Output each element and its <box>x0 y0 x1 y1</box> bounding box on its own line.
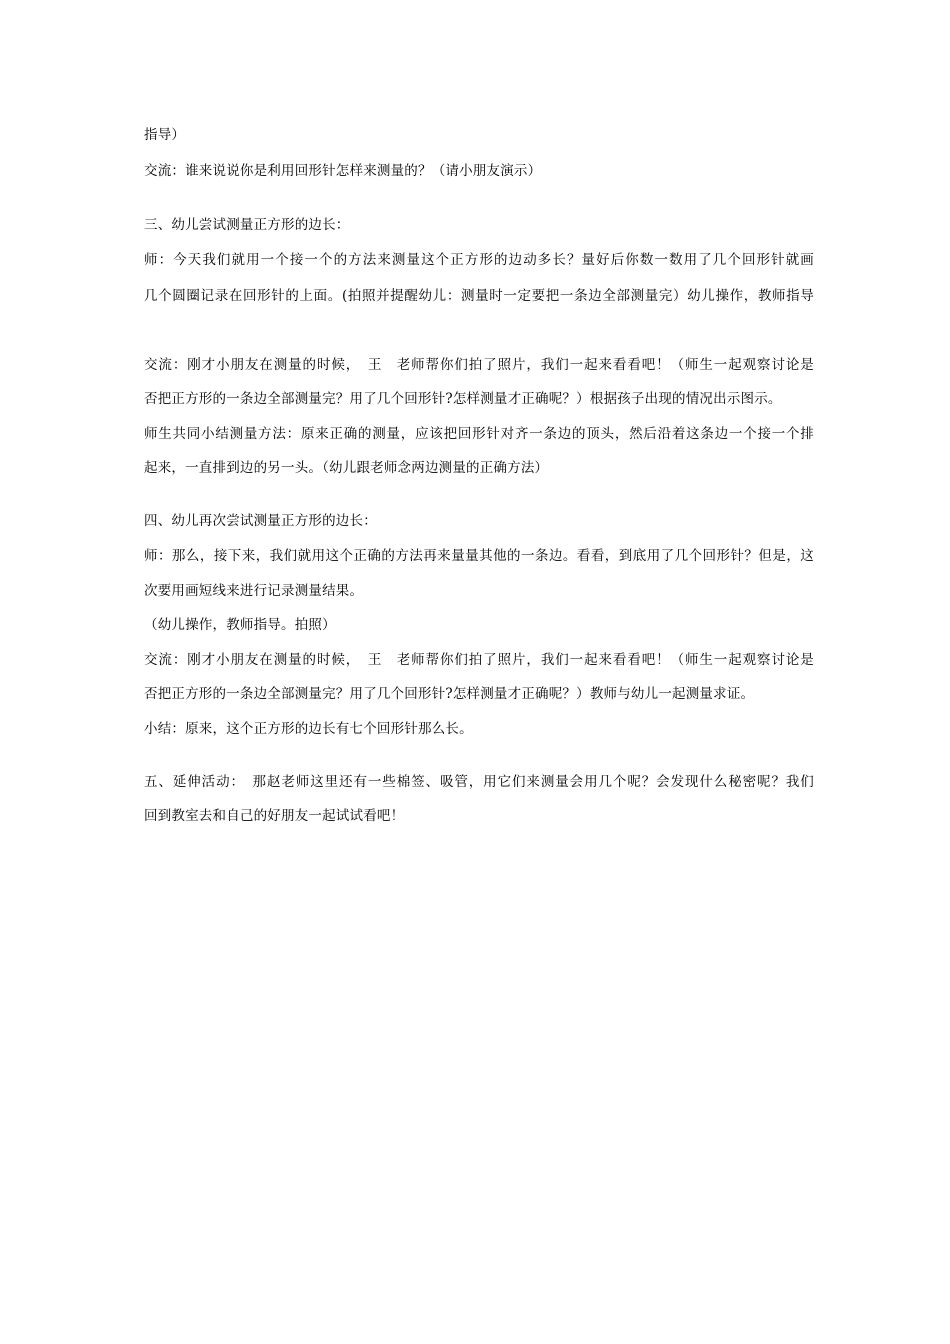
text-line-12: 次要用画短线来进行记录测量结果。 <box>144 583 364 599</box>
text-line-15: 否把正方形的一条边全部测量完？用了几个回形针?怎样测量才正确呢？）教师与幼儿一起测量求证。 <box>144 686 755 702</box>
text-line-7: 否把正方形的一条边全部测量完？用了几个回形针?怎样测量才正确呢？）根据孩子出现的情况出示图示。 <box>144 391 782 407</box>
text-line-13: （幼儿操作，教师指导。拍照） <box>144 617 336 633</box>
text-line-18: 回到教室去和自己的好朋友一起试试看吧！ <box>144 808 405 824</box>
section-heading-3: 三、幼儿尝试测量正方形的边长： <box>144 217 350 233</box>
section-heading-4: 四、幼儿再次尝试测量正方形的边长： <box>144 513 377 529</box>
text-line-11: 师：那么，接下来，我们就用这个正确的方法再来量量其他的一条边。看看，到底用了几个回形针？但是，这 <box>144 548 814 564</box>
text-line-5: 几个圆圈记录在回形针的上面。(拍照并提醒幼儿：测量时一定要把一条边全部测量完）幼儿操作，教师指导 <box>144 288 814 304</box>
text-line-6: 交流：刚才小朋友在测量的时候， 王 老师帮你们拍了照片，我们一起来看看吧！（师生一起观察讨论是 <box>144 357 814 373</box>
text-line-4: 师：今天我们就用一个接一个的方法来测量这个正方形的边动多长？量好后你数一数用了几个回形针就画 <box>144 252 814 268</box>
text-line-14: 交流：刚才小朋友在测量的时候， 王 老师帮你们拍了照片，我们一起来看看吧！（师生一起观察讨论是 <box>144 652 814 668</box>
section-heading-5: 五、延伸活动： 那赵老师这里还有一些棉签、吸管，用它们来测量会用几个呢？会发现什么秘密呢？我们 <box>144 774 814 790</box>
text-line-1: 指导） <box>144 127 186 143</box>
text-line-8: 师生共同小结测量方法：原来正确的测量，应该把回形针对齐一条边的顶头，然后沿着这条边一个接一个排 <box>144 426 814 442</box>
text-line-16: 小结：原来，这个正方形的边长有七个回形针那么长。 <box>144 721 473 737</box>
text-line-2: 交流：谁来说说你是利用回形针怎样来测量的？（请小朋友演示） <box>144 163 542 179</box>
text-line-9: 起来，一直排到边的另一头。（幼儿跟老师念两边测量的正确方法） <box>144 460 549 476</box>
